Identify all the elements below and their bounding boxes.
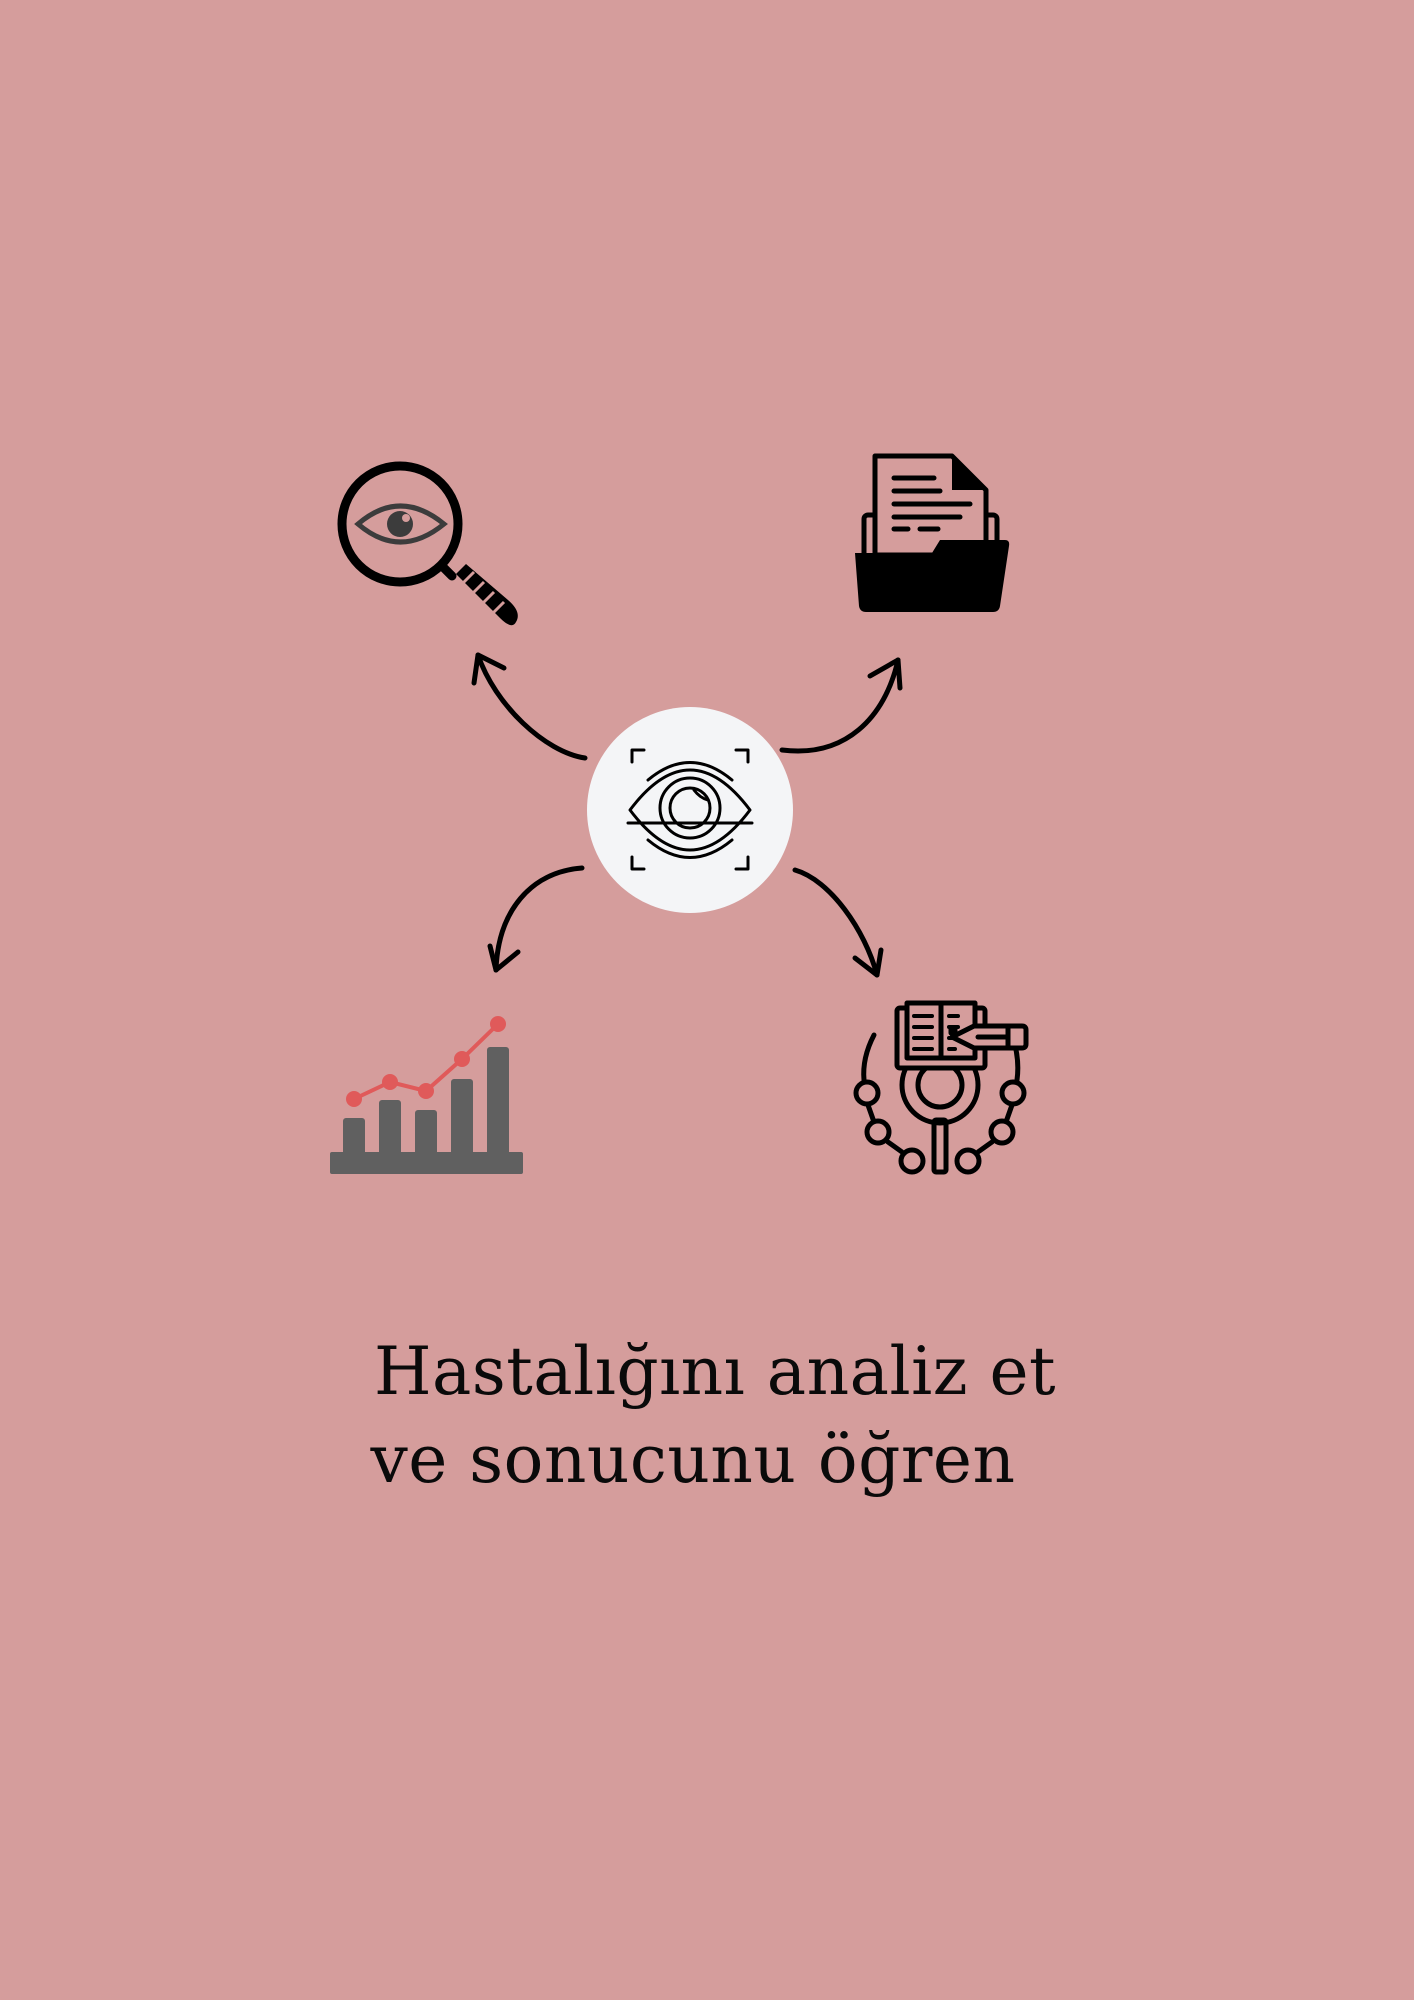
caption-line-2: ve sonucunu öğren bbox=[370, 1421, 1016, 1498]
bar-line-chart-icon bbox=[330, 1016, 523, 1174]
magnifier-eye-icon bbox=[342, 466, 518, 625]
arrow-top-left bbox=[474, 655, 585, 758]
center-circle bbox=[587, 707, 793, 913]
arrow-bottom-left bbox=[490, 868, 582, 970]
research-network-icon bbox=[856, 1003, 1026, 1172]
document-folder-icon bbox=[855, 456, 1009, 612]
caption-line-1: Hastalığını analiz et bbox=[373, 1333, 1057, 1410]
center-eye-scan bbox=[587, 707, 793, 913]
arrow-bottom-right bbox=[795, 870, 881, 975]
arrow-top-right bbox=[782, 660, 900, 751]
